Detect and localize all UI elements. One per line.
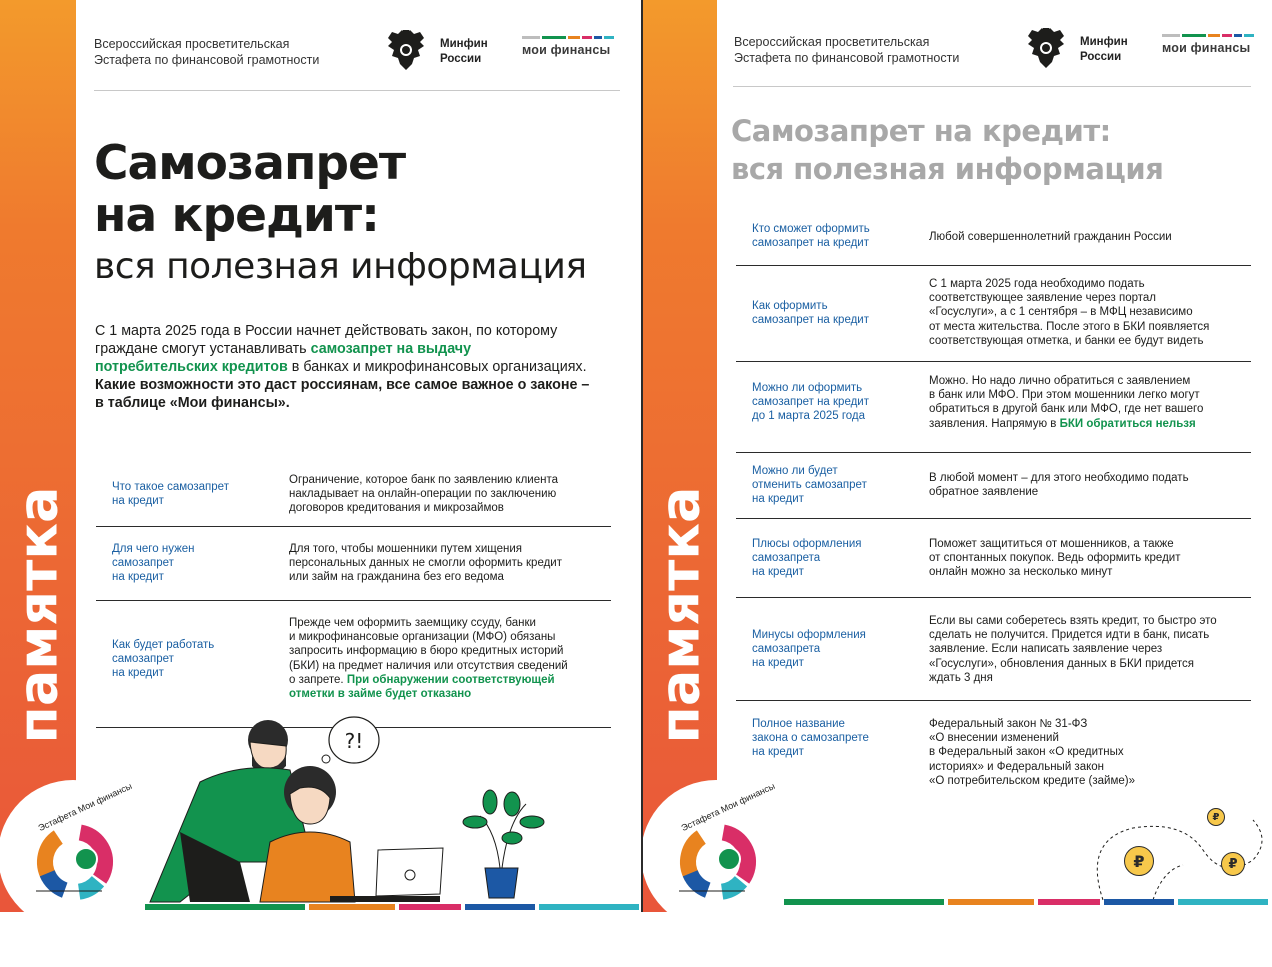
row-question: Для чего нужен самозапрет на кредит bbox=[112, 543, 195, 584]
title-line-1: Самозапрет bbox=[94, 136, 406, 191]
row-answer: С 1 марта 2025 года необходимо подать соответствующее заявление через портал «Госуслуги», а с 1 сентября – в МФЦ независимо от места жительства. После этого в БКИ появляется соответствующая отметка, и банки ее будут видеть bbox=[929, 278, 1210, 347]
row-answer: Если вы сами соберетесь взять кредит, то быстро это сделать не получится. Придется идти в банк, писать заявление. Если написать заявление через «Госуслуги», обновления данных в БКИ придется ждать 3 дня bbox=[929, 615, 1217, 684]
table-row bbox=[96, 527, 611, 601]
minfin-label bbox=[440, 37, 500, 67]
info-table bbox=[736, 210, 1251, 800]
table-row bbox=[96, 601, 611, 728]
row-answer: Можно. Но надо лично обратиться с заявлением в банк или МФО. При этом мошенники легко могут обратиться в другой банк или МФО, где нет вашего заявления. Напрямую в БКИ обратиться нельзя bbox=[929, 375, 1204, 430]
side-word: памятка bbox=[648, 486, 712, 744]
estafeta-logo-icon bbox=[0, 780, 148, 912]
ruble-coin-icon: ₽ bbox=[1221, 852, 1245, 876]
row-question: Плюсы оформления самозапрета на кредит bbox=[752, 538, 862, 579]
double-headed-eagle-icon bbox=[384, 28, 428, 72]
minfin-line-1: Минфин bbox=[440, 38, 488, 50]
header-line-2: Эстафета по финансовой грамотности bbox=[734, 51, 960, 65]
table-row bbox=[736, 362, 1251, 453]
table-row bbox=[736, 598, 1251, 701]
table-row bbox=[736, 519, 1251, 598]
table-row bbox=[736, 210, 1251, 266]
title-line-2: вся полезная информация bbox=[731, 152, 1164, 186]
minfin-line-1: Минфин bbox=[1080, 36, 1128, 48]
ruble-coin-icon: ₽ bbox=[1124, 846, 1154, 876]
bottom-color-bars bbox=[784, 899, 1272, 905]
intro-bold: Какие возможности это даст россиянам, все самое важное о законе – в таблице «Мои финансы». bbox=[95, 377, 590, 411]
table-row bbox=[736, 701, 1251, 800]
minfin-line-2: России bbox=[440, 53, 482, 65]
row-question: Кто сможет оформить самозапрет на кредит bbox=[752, 223, 870, 250]
page-title bbox=[94, 138, 587, 292]
side-bar bbox=[0, 0, 76, 912]
row-answer: Поможет защититься от мошенников, а также от спонтанных покупок. Ведь оформить кредит онлайн можно за несколько минут bbox=[929, 538, 1181, 579]
logo-stripes bbox=[1162, 34, 1254, 37]
row-question: Можно ли оформить самозапрет на кредит до 1 марта 2025 года bbox=[752, 382, 869, 423]
table-row bbox=[736, 453, 1251, 519]
row-answer: В любой момент – для этого необходимо подать обратное заявление bbox=[929, 472, 1189, 499]
side-word: памятка bbox=[6, 486, 70, 744]
page-title bbox=[731, 112, 1163, 188]
intro-highlight: самозапрет на выдачу потребительских кредитов bbox=[95, 341, 472, 375]
logo-stripes bbox=[522, 36, 614, 39]
leaflet-page-1 bbox=[0, 0, 642, 912]
row-question: Минусы оформления самозапрета на кредит bbox=[752, 629, 866, 670]
title-line-3: вся полезная информация bbox=[94, 246, 587, 287]
minfin-line-2: России bbox=[1080, 51, 1122, 63]
info-table bbox=[96, 465, 611, 728]
page-header bbox=[734, 26, 1254, 74]
bottom-color-bars bbox=[145, 904, 642, 910]
intro-paragraph bbox=[95, 322, 595, 412]
intro-part-2: в банках и микрофинансовых организациях. bbox=[287, 359, 587, 375]
header-line-2: Эстафета по финансовой грамотности bbox=[94, 53, 320, 67]
intro-part-1: С 1 марта 2025 года в России начнет действовать закон, по которому граждане смогут устанавливать bbox=[95, 323, 558, 357]
couple-illustration bbox=[140, 712, 560, 908]
row-answer: Ограничение, которое банк по заявлению клиента накладывает на онлайн-операции по заключению договоров кредитования и микрозаймов bbox=[289, 474, 559, 515]
header-line-1: Всероссийская просветительская bbox=[94, 37, 290, 51]
circle-logo-text: Эстафета Мои финансы bbox=[679, 780, 777, 834]
row-answer: Для того, чтобы мошенники путем хищения персональных данных не смогли оформить кредит или займ на гражданина без его ведома bbox=[289, 543, 562, 584]
moi-finansy-logo bbox=[522, 36, 614, 62]
row-question: Полное название закона о самозапрете на кредит bbox=[752, 718, 869, 759]
header-line-1: Всероссийская просветительская bbox=[734, 35, 930, 49]
circle-logo-text: Эстафета Мои финансы bbox=[36, 780, 134, 834]
header-title bbox=[734, 34, 994, 66]
logo-text: мои финансы bbox=[522, 43, 611, 57]
page-header bbox=[94, 28, 620, 76]
row-answer: Федеральный закон № 31-ФЗ «О внесении изменений в Федеральный закон «О кредитных историях» и Федеральный закон «О потребительском кредите (займе)» bbox=[929, 718, 1135, 787]
row-question: Можно ли будет отменить самозапрет на кредит bbox=[752, 465, 867, 506]
row-answer: Любой совершеннолетний гражданин России bbox=[929, 231, 1172, 243]
table-row bbox=[96, 465, 611, 527]
estafeta-logo-icon bbox=[643, 780, 791, 912]
side-bar bbox=[643, 0, 717, 912]
leaflet-page-2 bbox=[643, 0, 1272, 912]
row-question: Что такое самозапрет на кредит bbox=[112, 481, 229, 508]
minfin-label bbox=[1080, 35, 1140, 65]
double-headed-eagle-icon bbox=[1024, 26, 1068, 70]
row-answer: Прежде чем оформить заемщику ссуду, банки и микрофинансовые организации (МФО) обязаны запросить информацию в бюро кредитных историй (БКИ) на предмет наличия или отсутствия сведений о запрете. При обнаружении соответствующей отметки в займе будет отказано bbox=[289, 617, 568, 701]
title-line-1: Самозапрет на кредит: bbox=[731, 114, 1111, 148]
header-title bbox=[94, 36, 354, 68]
speech-bubble-text: ?! bbox=[344, 729, 364, 753]
coins-path-decoration bbox=[1083, 800, 1272, 904]
table-row bbox=[736, 266, 1251, 362]
header-rule bbox=[94, 90, 620, 91]
header-rule bbox=[733, 86, 1251, 87]
logo-text: мои финансы bbox=[1162, 41, 1251, 55]
row-question: Как будет работать самозапрет на кредит bbox=[112, 639, 215, 680]
estafeta-circle-logo bbox=[643, 780, 791, 912]
estafeta-circle-logo bbox=[0, 780, 148, 912]
row-question: Как оформить самозапрет на кредит bbox=[752, 300, 869, 327]
moi-finansy-logo bbox=[1162, 34, 1254, 60]
ruble-coin-icon: ₽ bbox=[1207, 808, 1225, 826]
title-line-2: на кредит: bbox=[94, 188, 379, 243]
